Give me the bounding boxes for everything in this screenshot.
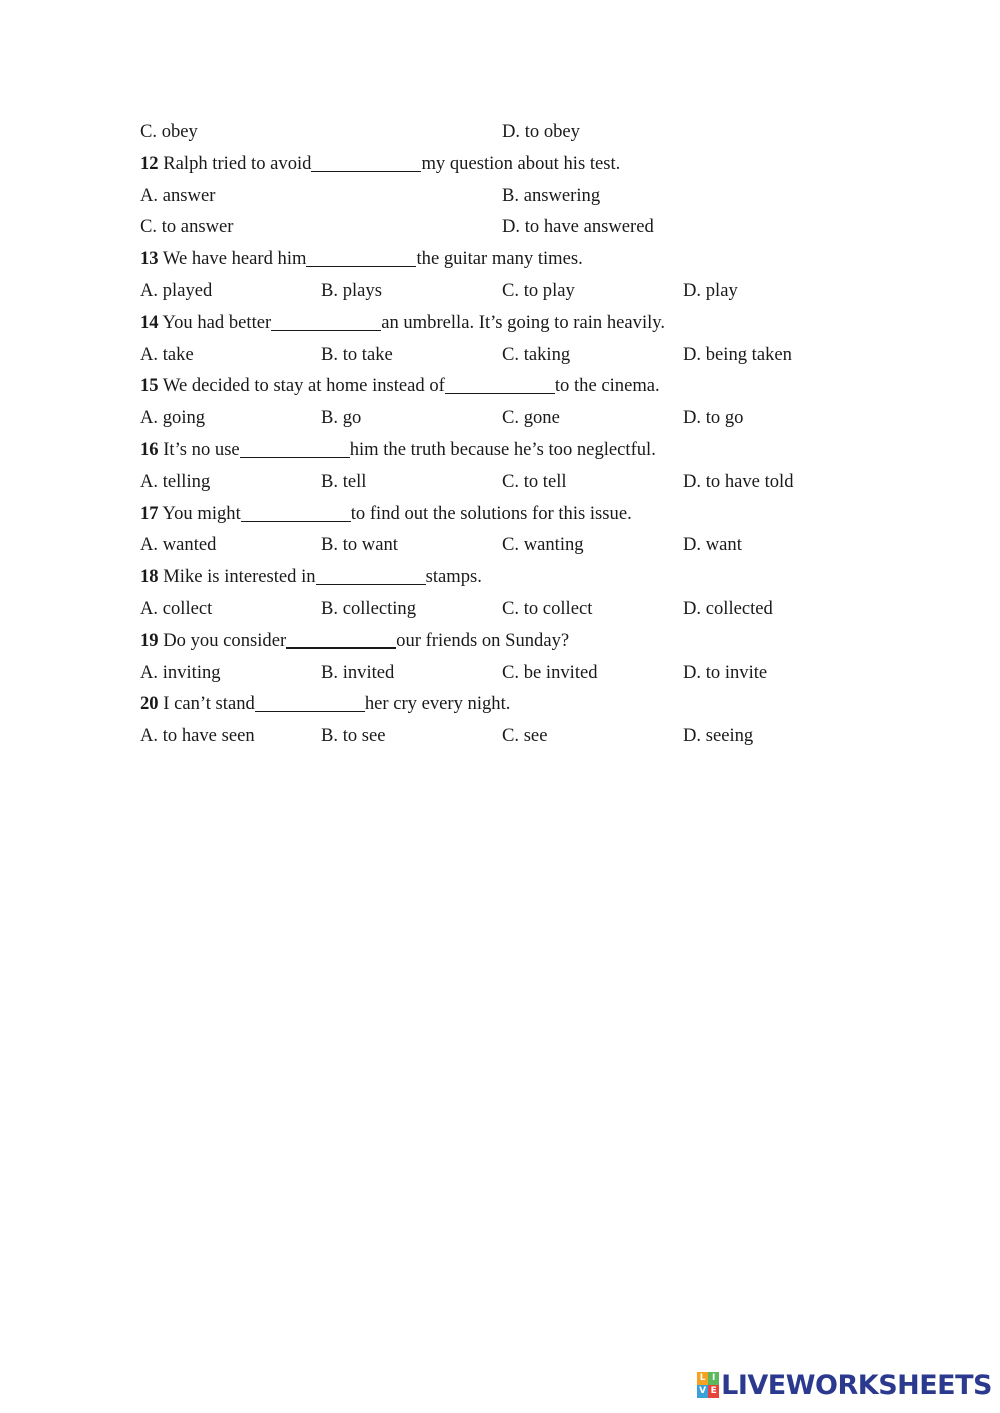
logo-letter: L <box>697 1372 708 1385</box>
option-d[interactable]: D. play <box>683 279 738 301</box>
option-b[interactable]: B. to take <box>321 343 393 365</box>
options-row <box>140 275 860 307</box>
option-a[interactable]: A. played <box>140 279 213 301</box>
option-a[interactable]: A. take <box>140 343 194 365</box>
logo-letter: E <box>708 1385 719 1398</box>
question-text-before: I can’t stand <box>158 693 255 715</box>
option-b[interactable]: B. collecting <box>321 597 417 619</box>
option-d[interactable]: D. to obey <box>502 121 580 142</box>
question-text-after: my question about his test. <box>421 152 621 174</box>
option-c[interactable]: C. to answer <box>140 216 234 238</box>
question-number: 13 <box>140 248 159 270</box>
answer-blank[interactable] <box>240 439 350 458</box>
question-number: 15 <box>140 375 159 397</box>
option-a[interactable]: A. wanted <box>140 534 217 556</box>
option-b[interactable]: B. to want <box>321 534 398 556</box>
question-number: 17 <box>140 502 159 524</box>
answer-blank[interactable] <box>445 375 555 394</box>
question-number: 18 <box>140 566 159 588</box>
question-number: 12 <box>140 152 159 174</box>
option-b[interactable]: B. plays <box>321 279 382 301</box>
option-a[interactable]: A. telling <box>140 470 211 492</box>
question-13 <box>140 243 860 275</box>
option-a[interactable]: A. inviting <box>140 661 221 683</box>
question-text-after: her cry every night. <box>364 693 511 715</box>
question-text-before: Do you consider <box>158 629 287 651</box>
question-number: 16 <box>140 438 159 460</box>
options-row <box>140 657 860 689</box>
option-d[interactable]: D. to have answered <box>502 216 654 238</box>
option-d[interactable]: D. seeing <box>683 725 754 747</box>
worksheet-content <box>140 116 860 752</box>
question-text-after: the guitar many times. <box>416 248 583 270</box>
question-19 <box>140 625 860 657</box>
logo-text: LIVEWORKSHEETS <box>721 1369 992 1401</box>
option-c[interactable]: C. see <box>502 725 548 747</box>
question-number: 20 <box>140 693 159 715</box>
option-d[interactable]: D. to have told <box>683 470 794 492</box>
option-d[interactable]: D. being taken <box>683 343 792 365</box>
question-20 <box>140 688 860 720</box>
question-text-before: We decided to stay at home instead of <box>158 375 445 397</box>
option-c[interactable]: C. to collect <box>502 597 593 619</box>
question-text-after: an umbrella. It’s going to rain heavily. <box>381 311 666 333</box>
option-c[interactable]: C. to tell <box>502 470 567 492</box>
option-b[interactable]: B. to see <box>321 725 386 747</box>
option-d[interactable]: D. collected <box>683 597 773 619</box>
question-number: 14 <box>140 311 159 333</box>
option-a[interactable]: A. to have seen <box>140 725 255 747</box>
option-d[interactable]: D. want <box>683 534 742 556</box>
liveworksheets-logo <box>697 1367 992 1403</box>
option-a[interactable]: A. collect <box>140 597 213 619</box>
option-b[interactable]: B. go <box>321 407 362 429</box>
question-18 <box>140 561 860 593</box>
answer-blank[interactable] <box>255 693 365 712</box>
logo-letter: I <box>708 1372 719 1385</box>
answer-blank[interactable] <box>271 312 381 331</box>
answer-blank[interactable] <box>286 629 396 649</box>
option-b[interactable]: B. tell <box>321 470 367 492</box>
option-c[interactable]: C. obey <box>140 121 198 142</box>
question-17 <box>140 498 860 530</box>
options-row <box>140 180 860 212</box>
question-15 <box>140 370 860 402</box>
options-row <box>140 593 860 625</box>
answer-blank[interactable] <box>241 503 351 522</box>
question-text-before: Ralph tried to avoid <box>158 152 312 174</box>
question-text-before: We have heard him <box>158 248 307 270</box>
option-a[interactable]: A. answer <box>140 184 216 206</box>
options-row <box>140 402 860 434</box>
answer-blank[interactable] <box>316 566 426 585</box>
question-text-after: to find out the solutions for this issue. <box>350 502 632 524</box>
question-text-after: to the cinema. <box>554 375 660 397</box>
question-text-after: him the truth because he’s too neglectful. <box>349 438 656 460</box>
option-c[interactable]: C. gone <box>502 407 560 429</box>
options-row <box>140 529 860 561</box>
question-12 <box>140 148 860 180</box>
question-16 <box>140 434 860 466</box>
question-text-before: Mike is interested in <box>158 566 316 588</box>
question-text-before: You had better <box>158 311 272 333</box>
question-text-before: You might <box>158 502 241 524</box>
options-row <box>140 720 860 752</box>
question-number: 19 <box>140 629 159 651</box>
option-d[interactable]: D. to go <box>683 407 744 429</box>
question-14 <box>140 307 860 339</box>
options-row <box>140 116 860 148</box>
option-b[interactable]: B. invited <box>321 661 395 683</box>
question-text-before: It’s no use <box>158 438 240 460</box>
option-c[interactable]: C. wanting <box>502 534 584 556</box>
logo-letter: V <box>697 1385 708 1398</box>
options-row <box>140 339 860 371</box>
option-c[interactable]: C. to play <box>502 279 575 301</box>
option-b[interactable]: B. answering <box>502 184 601 206</box>
option-d[interactable]: D. to invite <box>683 661 768 683</box>
logo-mark-icon <box>697 1372 719 1398</box>
answer-blank[interactable] <box>306 248 416 267</box>
answer-blank[interactable] <box>311 153 421 172</box>
option-a[interactable]: A. going <box>140 407 206 429</box>
options-row <box>140 211 860 243</box>
option-c[interactable]: C. be invited <box>502 661 598 683</box>
options-row <box>140 466 860 498</box>
question-text-after: our friends on Sunday? <box>396 629 570 651</box>
question-text-after: stamps. <box>425 566 482 588</box>
option-c[interactable]: C. taking <box>502 343 571 365</box>
